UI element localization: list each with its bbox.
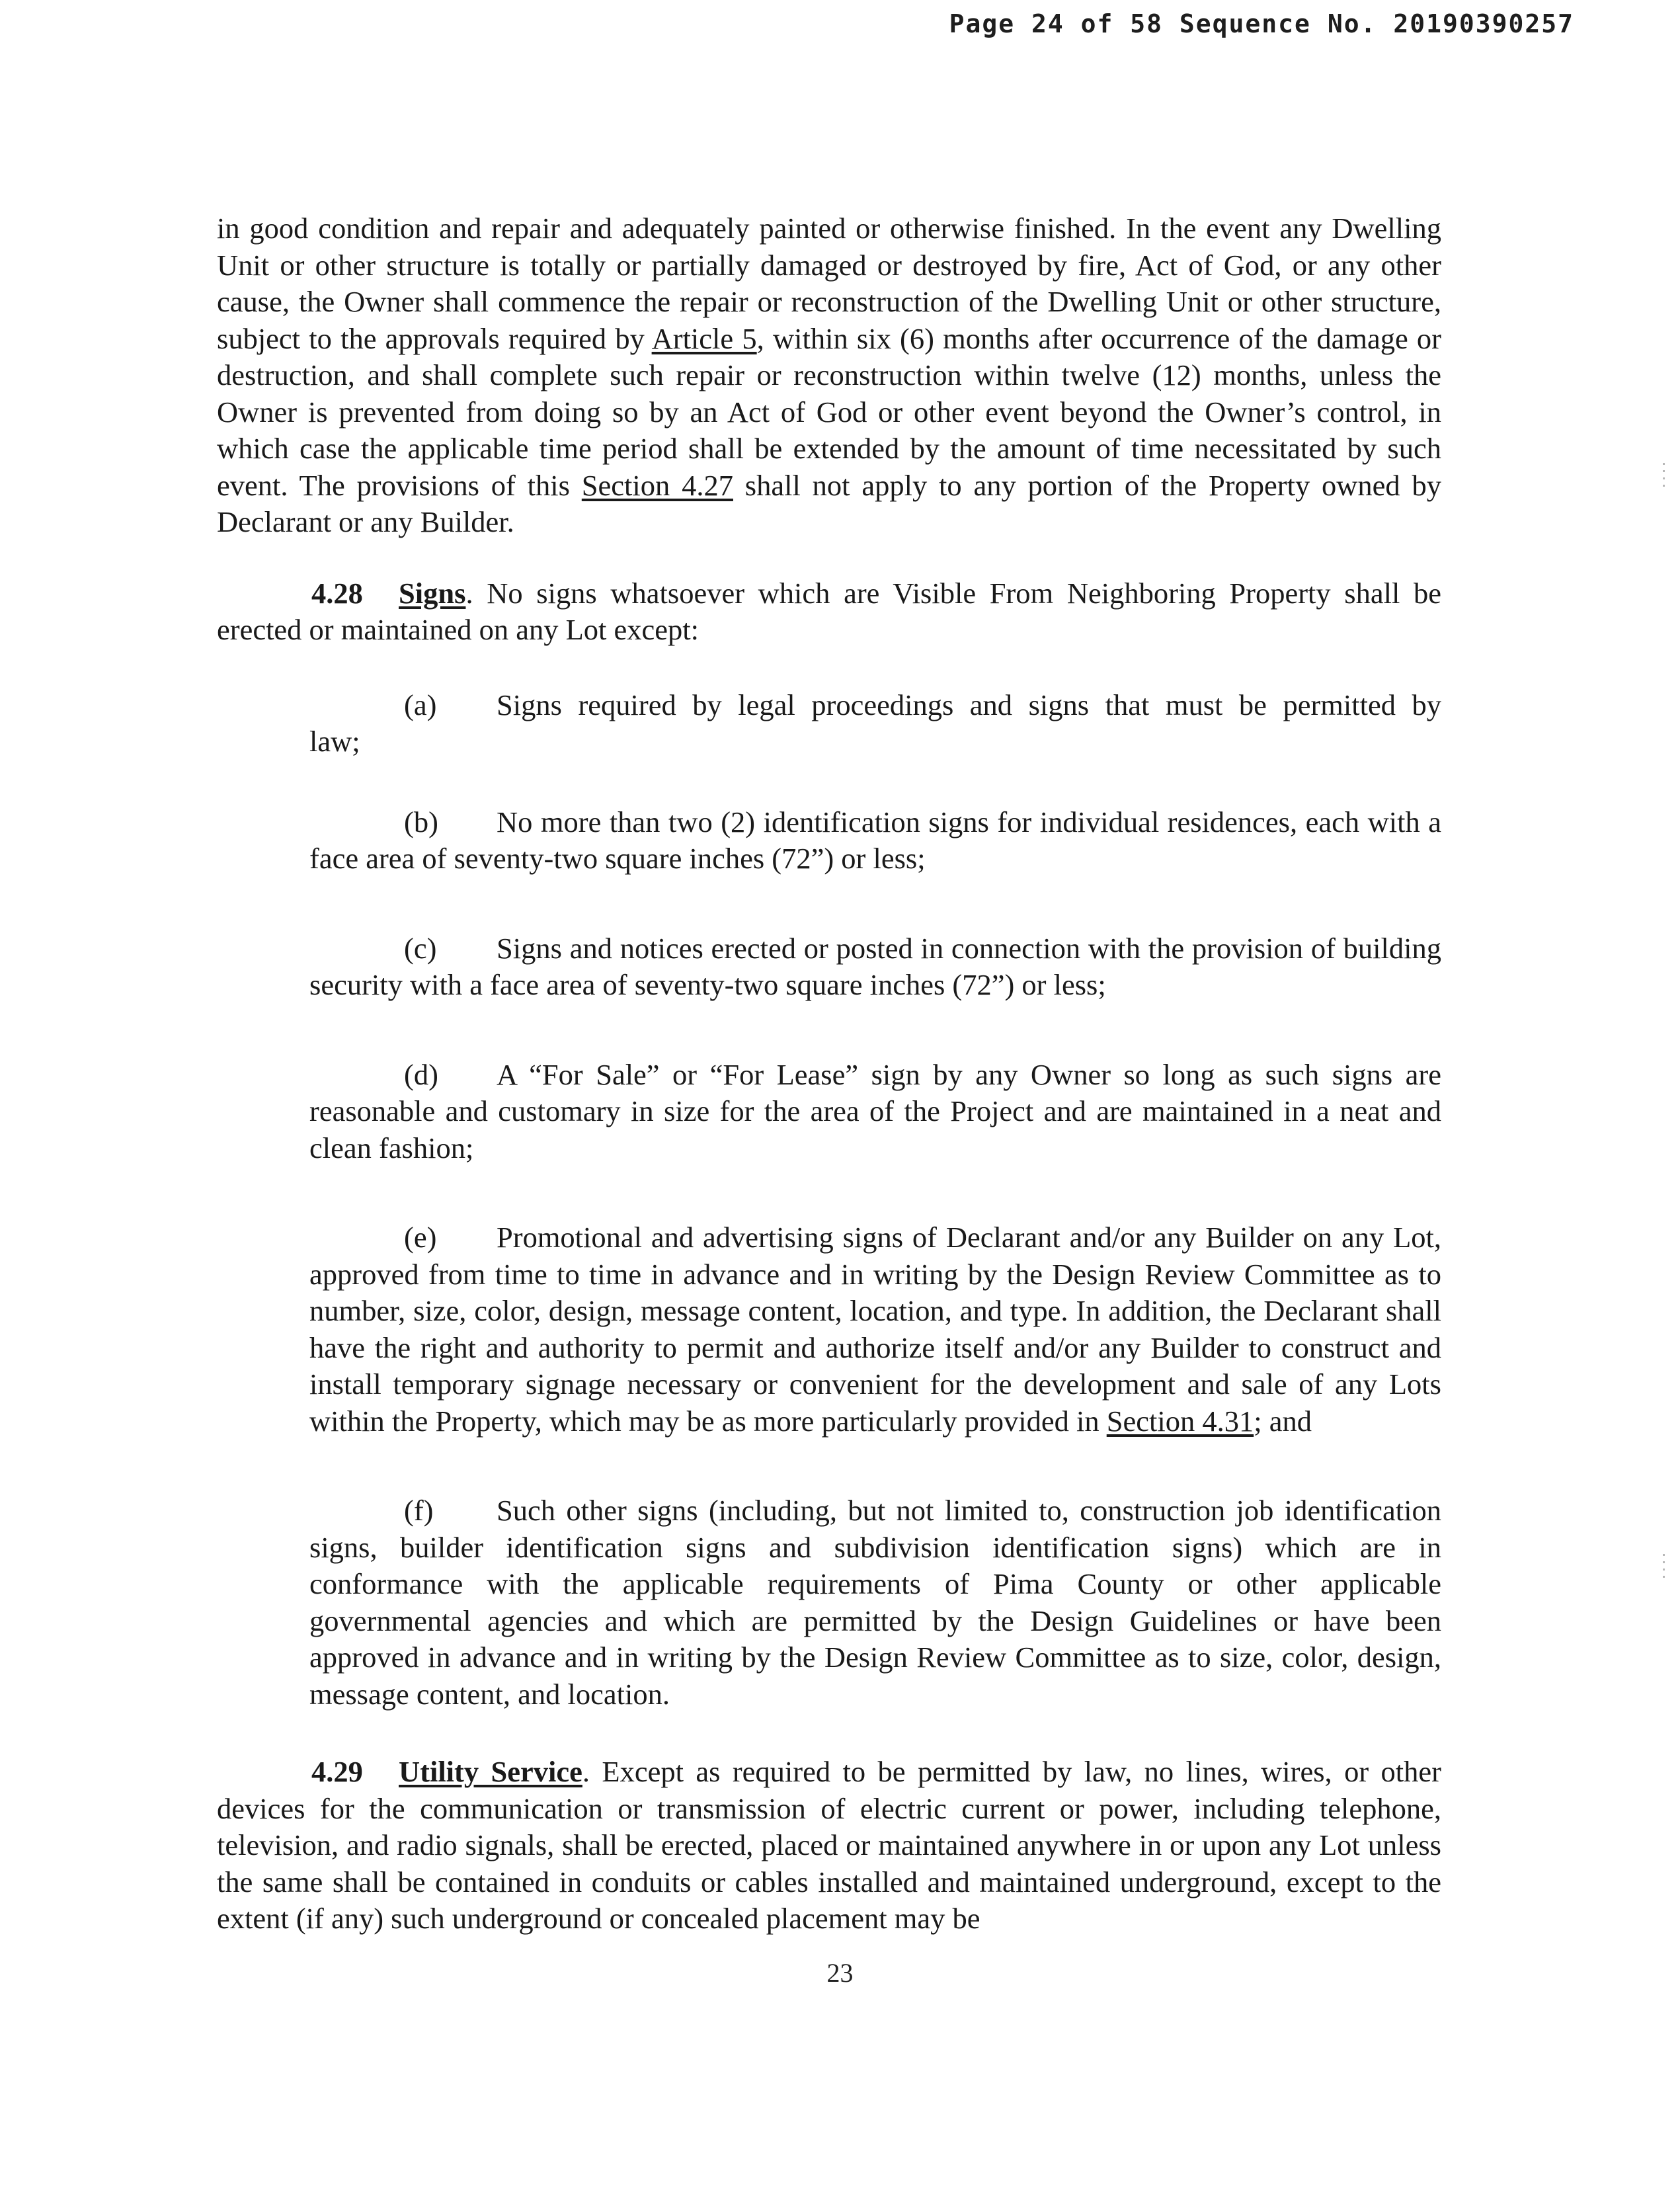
list-item-text: A “For Sale” or “For Lease” sign by any Owner so long as such signs are reasonable and customary in size for the area of the Project and are maintained in a neat and clean fashion; <box>309 1057 1441 1164</box>
page-number: 23 <box>826 1958 854 1988</box>
list-item-a <box>309 687 1441 760</box>
list-item-text: Such other signs (including, but not limited to, construction job identification signs, builder identification signs and subdivision identification signs) which are in conformance with the applicable requirements of Pima County or other applicable governmental agencies and which are permitted by the Design Guidelines or have been approved in advance and in writing by the Design Review Committee as to size, color, design, message content, and location. <box>309 1494 1441 1711</box>
list-item-text: No more than two (2) identification signs for individual residences, each with a face area of seventy-two square inches (72”) or less; <box>309 805 1441 875</box>
list-item-label: (e) <box>404 1221 437 1254</box>
page-sequence-stamp: Page 24 of 58 Sequence No. 20190390257 <box>949 9 1574 38</box>
list-item-b <box>309 804 1441 877</box>
section-intro-text: . No signs whatsoever which are Visible From Neighboring Property shall be erected or maintained on any Lot except: <box>217 576 1441 646</box>
list-item-d <box>309 1057 1441 1167</box>
section-reference: Section 4.27 <box>581 468 733 502</box>
list-item-c <box>309 930 1441 1004</box>
list-item-f <box>309 1492 1441 1713</box>
list-item-e <box>309 1219 1441 1440</box>
section-text: . Except as required to be permitted by law, no lines, wires, or other devices for the communication or transmission of electric current or power, including telephone, television, and radio signals, shall be erected, placed or maintained anywhere in or upon any Lot unless the same shall be contained in conduits or cables installed and maintained underground, except to the extent (if any) such underground or concealed placement may be <box>217 1755 1441 1935</box>
section-title: Utility Service <box>399 1755 582 1788</box>
list-item-label: (a) <box>404 688 437 721</box>
list-item-text: law; <box>309 725 360 758</box>
list-item-label: (b) <box>404 805 438 838</box>
section-title: Signs <box>399 576 466 610</box>
section-reference: Section 4.31 <box>1106 1404 1254 1438</box>
article-reference: Article 5 <box>651 321 757 355</box>
document-body <box>217 210 1441 1937</box>
list-item-text: Promotional and advertising signs of Declarant and/or any Builder on any Lot, approved from time to time in advance and in writing by the Design Review Committee as to number, size, color, design, message content, location, and type. In addition, the Declarant shall have the right and authority to permit and authorize itself and/or any Builder to construct and install temporary signage necessary or convenient for the development and sale of any Lots within the Property, which may be as more particularly provided in <box>309 1221 1441 1438</box>
continuation-paragraph <box>217 210 1441 541</box>
list-item-text: Signs and notices erected or posted in connection with the provision of building security with a face area of seventy-two square inches (72”) or less; <box>309 931 1441 1001</box>
list-item-label: (f) <box>404 1494 434 1527</box>
paragraph-text: , within six (6) months after occurrence of the damage or destruction, and shall complete such repair or reconstruction within twelve (12) months, unless the Owner is prevented from doing so by an Act of God or other event beyond the Owner’s control, in which case the applicable time period shall be extended by the amount of time necessitated by such event. The provisions of this <box>217 321 1441 502</box>
list-item-text: ; and <box>1254 1404 1312 1438</box>
paragraph-text: in good condition and repair and adequately painted or otherwise finished. In the event any Dwelling Unit or other structure is totally or partially damaged or destroyed by fire, Act of God, or any other cause, the Owner shall commence the repair or reconstruction of the Dwelling Unit or other structure, subject to the approvals required by <box>217 212 1441 355</box>
paragraph-text: shall not apply to any portion of the Property owned by Declarant or any Builder. <box>217 468 1442 538</box>
scan-margin-marks <box>1663 1554 1665 1583</box>
section-number: 4.29 <box>311 1755 363 1788</box>
list-item-text: Signs required by legal proceedings and signs that must be permitted by <box>497 688 1441 721</box>
section-4-29-paragraph <box>217 1754 1441 1937</box>
scan-margin-marks <box>1663 463 1665 492</box>
signs-exception-list <box>217 687 1441 1713</box>
section-4-28-paragraph <box>217 575 1441 649</box>
list-item-label: (d) <box>404 1057 438 1091</box>
list-item-label: (c) <box>404 931 437 965</box>
section-number: 4.28 <box>311 576 363 610</box>
